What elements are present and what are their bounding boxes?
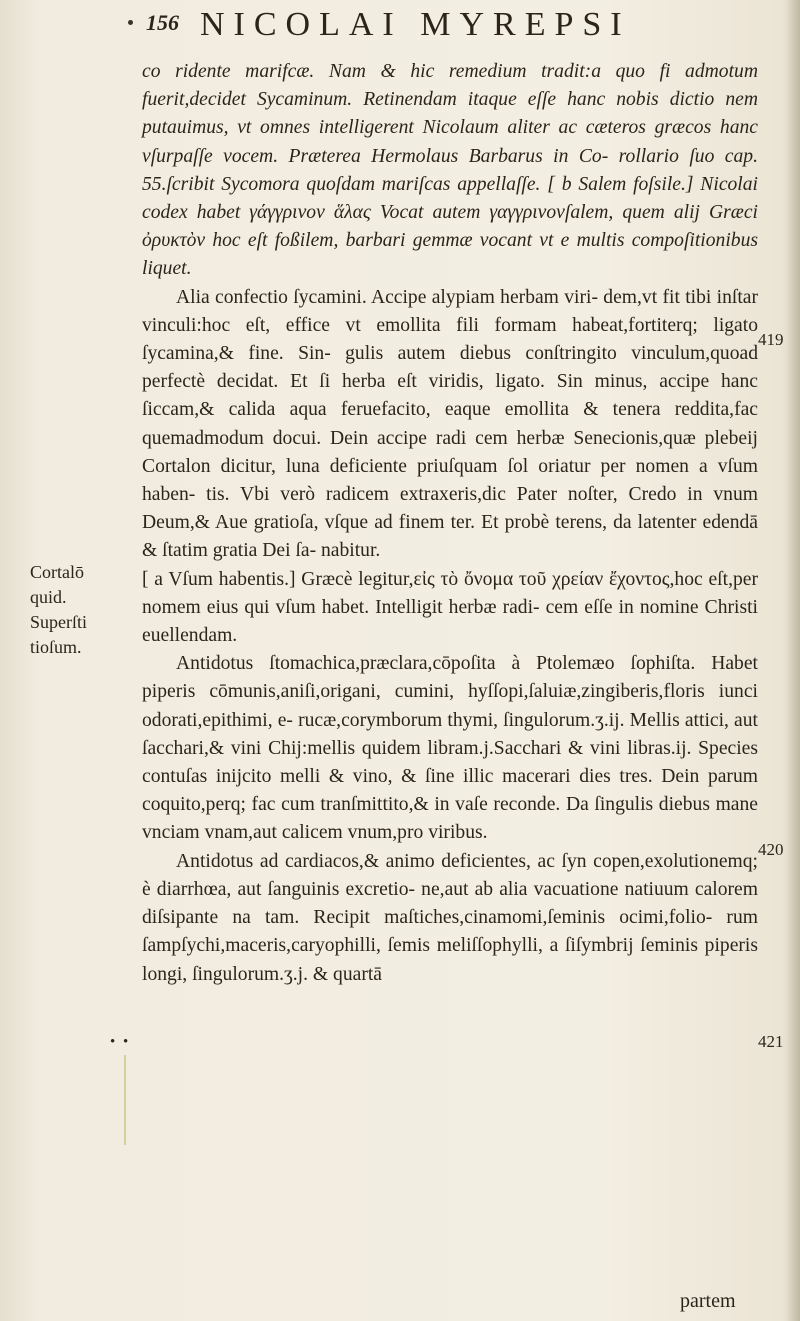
catchword: partem xyxy=(680,1290,736,1312)
paragraph-confectio: Alia confectio ſycamini. Accipe alypiam herbam viri- dem,vt fit tibi inſtar vinculi:hoc eſt, effice vt emollita fili formam habeat,fortiterq; ligato ſycamina,& fine. Sin- gulis autem diebus conſtringito vinculum,quoad perfectè decidat. Et ſi herba eſt viridis, ligato. Sin minus, accipe hanc ſiccam,& calida aqua feruefacito, eaque emollita & tenera reddita,fac quemadmodum docui. Dein accipe radi cem herbæ Senecionis,quæ plebeij Cortalon dicitur, luna deficiente priuſquam ſol oriatur per nomen a vſum haben- tis. Vbi verò radicem extraxeris,dic Pater noſter, Credo in vnum Deum,& Aue gratioſa, vſque ad finem ter. Et probè terens, da latenter edendā & ſtatim gratia Dei ſa- nabitur. xyxy=(142,286,758,562)
highlight-mark xyxy=(124,1055,126,1145)
margin-note xyxy=(30,560,130,660)
page-number: 156 xyxy=(146,10,179,35)
margin-number: 421 xyxy=(758,1032,784,1051)
margin-number: 420 xyxy=(758,840,784,859)
paragraph-antidotus-stomachica: Antidotus ſtomachica,præclara,cōpoſita à Ptolemæo ſophiſta. Habet piperis cōmunis,aniſi,origani, cumini, hyſſopi,ſaluiæ,zingiberis,floris iunci odorati,epithimi, e- rucæ,corymborum thymi, ſingulorum.ʒ.ij. Mellis attici, aut ſacchari,& vini Chij:mellis quidem libram.j.Sacchari & vini libras.ij. Species contuſas inijcito melli & vino, & ſine illic macerari dies tres. Dein parum coquito,perq; fac cum tranſmittito,& in vaſe reconde. Da ſingulis diebus mane vnciam vnam,aut calicem vnum,pro viribus. xyxy=(142,653,758,844)
margin-number: 419 xyxy=(758,330,784,349)
main-text xyxy=(142,58,758,989)
running-head: NICOLAI MYREPSI xyxy=(200,6,631,43)
margin-note-line: quid. xyxy=(30,587,67,607)
margin-note-line: tioſum. xyxy=(30,637,82,657)
header-bullet xyxy=(128,20,133,25)
paragraph-commentary-1: co ridente marifcæ. Nam & hic remedium tradit:a quo fi admotum fuerit,decidet Sycaminum. Retinendam itaque eſſe hanc nobis dictio nem putauimus, vt omnes intelligerent Nicolaum aliter ac cæteros græcos hanc vſurpaſſe vocem. Præterea Hermolaus Barbarus in Co- rollario ſuo cap. 55.ſcribit Sycomora quoſdam mariſcas appellaſſe. [ b Salem foſsile.] Nicolai codex habet γάγγρινον ἅλας Vocat autem γαγγρινονſalem, quem alij Græci ὀρυκτὸν hoc eſt foßilem, barbari gemmæ vocant vt e multis compoſitionibus liquet. xyxy=(142,61,758,280)
margin-note-line: Cortalō xyxy=(30,562,84,582)
paragraph-antidotus-cardiacos: Antidotus ad cardiacos,& animo deficientes, ac ſyn copen,exolutionemq; è diarrhœa, aut ſanguinis excretio- ne,aut ab alia vacuatione natiuum calorem diſsipante na tam. Recipit maſtiches,cinamomi,ſeminis ocimi,folio- rum ſampſychi,maceris,caryophilli, ſemis meliſſophylli, a ſiſymbrij ſeminis piperis longi, ſingulorum.ʒ.j. & quartā xyxy=(142,850,758,985)
paragraph-commentary-2: [ a Vſum habentis.] Græcè legitur,εἰς τὸ ὄνομα τοῦ χρείαν ἔχοντος,hoc eſt,per nomem eius qui vſum habet. Intelligit herbæ radi- cem eſſe in nomine Christi euellendam. xyxy=(142,568,758,647)
section-marker: • • xyxy=(110,1034,131,1050)
margin-note-line: Superſti xyxy=(30,612,87,632)
page-edge-shadow xyxy=(786,0,800,1321)
